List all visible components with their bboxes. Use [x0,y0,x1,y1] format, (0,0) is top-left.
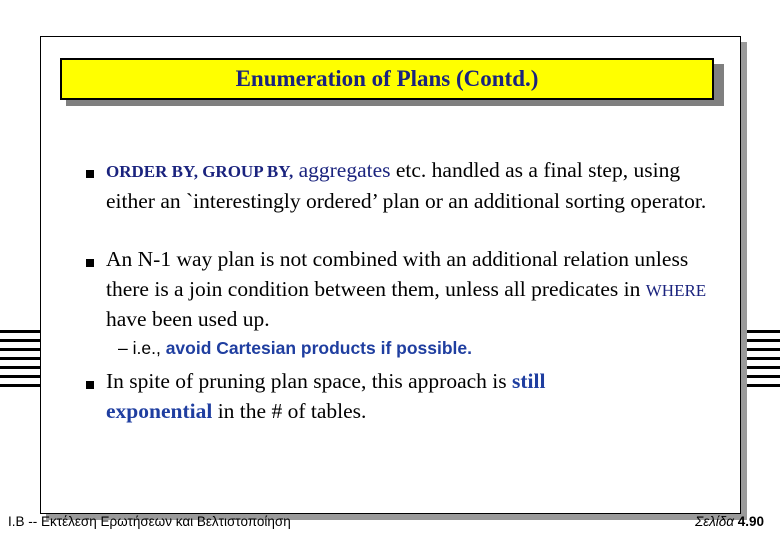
bullet-3-body-end: in the # of tables. [212,398,367,423]
footer-page-indicator [695,514,764,529]
bullet-square-icon [86,259,94,267]
bullet-3-keyword-still: still [512,369,546,393]
sub-bullet [118,338,472,359]
footer-page-label: Σελίδα [695,514,734,529]
title-box [60,58,714,100]
footer-page-number: 4.90 [733,514,764,529]
sub-bullet-prefix: i.e., [132,338,166,358]
bullet-3-keyword-exponential: exponential [106,398,213,423]
bullet-2-body-end: have been used up. [106,307,270,331]
slide-title: Enumeration of Plans (Contd.) [235,66,539,91]
bullet-square-icon [86,170,94,178]
bullet-3-text [106,367,731,426]
bullet-3-body-start: In spite of pruning plan space, this approach is [106,369,513,393]
sub-bullet-text: avoid Cartesian products if possible. [165,338,473,358]
bullet-1-body: etc. handled as a final step, using either an `interestingly ordered’ plan or an additional sorting operator. [106,158,707,213]
bullet-1-keyword-order-group: ORDER BY, GROUP BY, [106,162,294,181]
footer-course-title: I.B -- Εκτέλεση Ερωτήσεων και Βελτιστοποίηση [8,514,291,529]
sub-bullet-dash: – [118,338,133,358]
bullet-2-text [106,245,731,335]
bullet-2-body-start: An N-1 way plan is not combined with an additional relation unless there is a join condition between them, unless all predicates in [106,247,689,301]
bullet-1-text [106,156,731,216]
bullet-square-icon [86,381,94,389]
decorative-lines-left [0,330,42,393]
bullet-1-keyword-aggregates: aggregates [298,158,391,182]
bullet-2-keyword-where: WHERE [645,280,707,300]
